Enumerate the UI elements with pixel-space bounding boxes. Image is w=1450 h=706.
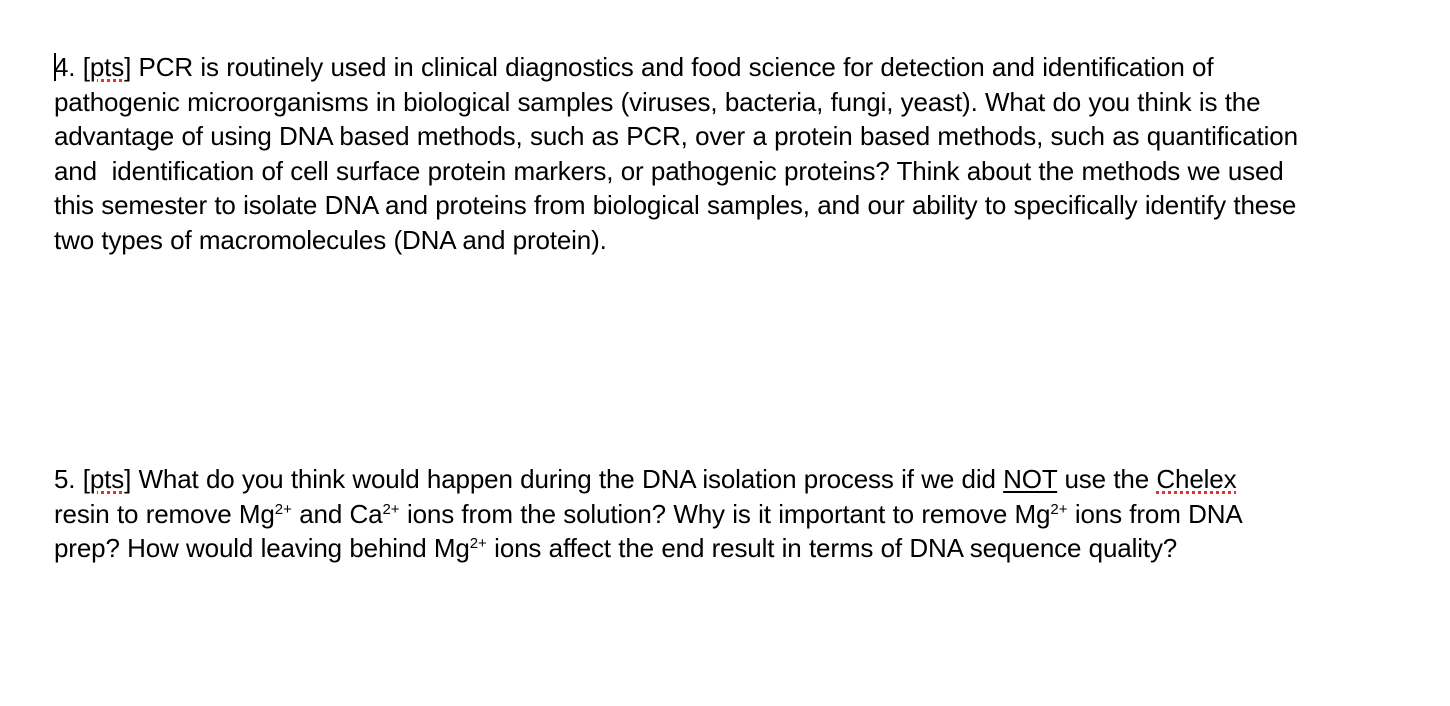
question-5-text-before-not: What do you think would happen during the DNA isolation process if we did [138, 464, 996, 494]
question-5-line-3-part-2: ions affect the end result in terms of DNA sequence quality? [486, 533, 1178, 563]
spellcheck-word-chelex[interactable]: Chelex [1156, 464, 1237, 494]
mg-charge-superscript: 2+ [469, 535, 487, 552]
ca-charge-superscript: 2+ [382, 500, 400, 518]
question-5-number: 5. [54, 464, 76, 494]
question-5-line-3 [54, 531, 1394, 566]
question-5-line-2-part-1: resin to remove Mg [54, 498, 275, 529]
mg-charge-superscript: 2+ [1050, 500, 1068, 518]
question-4-line-4: and identification of cell surface protein markers, or pathogenic proteins? Think about the methods we used [54, 155, 1284, 186]
spellcheck-word-pts[interactable]: pts [89, 52, 125, 82]
question-4-line-2: pathogenic microorganisms in biological samples (viruses, bacteria, fungi, yeast). What do you think is the [54, 86, 1261, 117]
question-4 [54, 50, 1394, 257]
question-4-line-5: this semester to isolate DNA and proteins from biological samples, and our ability to specifically identify these [54, 190, 1297, 220]
question-5-line-2 [54, 497, 1394, 532]
question-5-line-2-part-3: ions from the solution? Why is it important to remove Mg [399, 498, 1051, 529]
mg-charge-superscript: 2+ [274, 500, 292, 518]
question-4-line-3: advantage of using DNA based methods, such as PCR, over a protein based methods, such as quantification [54, 121, 1298, 151]
emphasis-not: NOT [1003, 464, 1058, 494]
question-5-line-2-part-2: and Ca [291, 498, 383, 529]
question-4-text-line-1: PCR is routinely used in clinical diagnostics and food science for detection and identification of [138, 52, 1214, 82]
question-4-number: 4. [54, 52, 76, 82]
question-5-line-3-part-1: prep? How would leaving behind Mg [54, 533, 470, 563]
question-4-line-1: 4. [pts] PCR is routinely used in clinical diagnostics and food science for detection and identification of [54, 52, 1214, 82]
spellcheck-word-pts[interactable]: pts [89, 464, 125, 494]
question-5-text-after-not: use the [1064, 464, 1150, 494]
question-5 [54, 462, 1394, 566]
question-4-line-6: two types of macromolecules (DNA and protein). [54, 224, 607, 255]
question-5-line-1: 5. [pts] What do you think would happen during the DNA isolation process if we did NOT use the Chelex [54, 464, 1237, 494]
question-5-line-2-part-4: ions from DNA [1067, 498, 1243, 529]
